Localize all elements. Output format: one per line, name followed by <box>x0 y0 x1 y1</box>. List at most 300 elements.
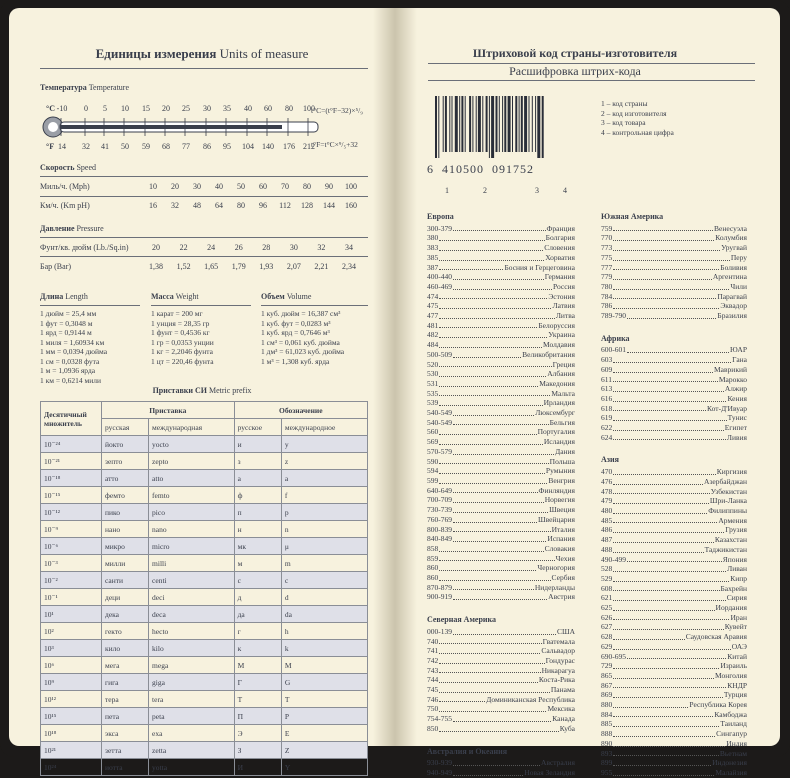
table-cell: милли <box>102 555 149 572</box>
dot-leader <box>613 758 711 766</box>
length-line: 1 м = 1,0936 ярда <box>40 366 96 375</box>
country-row <box>601 467 747 477</box>
country-row <box>601 394 747 404</box>
pressure-value: 1,38 <box>149 262 163 271</box>
dot-leader <box>439 292 547 300</box>
table-cell: T <box>281 691 367 708</box>
fahrenheit-value: 77 <box>182 142 190 151</box>
country-row <box>427 243 575 253</box>
barcode-bar <box>489 96 490 158</box>
country-name: Республика Корея <box>689 700 747 710</box>
table-cell: 10² <box>41 623 102 640</box>
country-row <box>601 622 747 632</box>
country-row <box>601 613 747 623</box>
celsius-value: 20 <box>162 104 170 113</box>
table-cell: З <box>234 742 281 759</box>
country-row <box>601 719 747 729</box>
length-heading: Длина Length <box>40 292 88 301</box>
dot-leader <box>453 758 540 766</box>
country-code: 540-549 <box>427 417 452 427</box>
speed-mph-label: Миль/ч. (Mph) <box>40 182 90 191</box>
table-row <box>41 708 368 725</box>
country-name: Австралия <box>541 758 575 768</box>
country-name: Бразилия <box>717 311 747 321</box>
speed-value: 64 <box>215 201 223 210</box>
dot-leader <box>613 394 726 402</box>
pressure-value: 32 <box>317 243 326 252</box>
dot-leader <box>613 768 714 776</box>
country-name: Никарагуа <box>541 665 575 675</box>
country-code: 750 <box>427 704 439 714</box>
country-name: Македония <box>539 378 575 388</box>
barcode-bar <box>532 96 533 152</box>
dot-leader <box>613 487 709 495</box>
dot-leader <box>613 593 726 601</box>
table-cell: мега <box>102 657 149 674</box>
table-cell: 10¹⁸ <box>41 725 102 742</box>
country-row <box>601 272 747 282</box>
country-name: Италия <box>551 524 575 534</box>
legend-line: 2 – код изготовителя <box>601 108 667 118</box>
country-row <box>427 704 575 714</box>
barcode-bar <box>542 96 544 158</box>
table-cell: G <box>281 674 367 691</box>
country-code: 760-769 <box>427 514 452 524</box>
region-section <box>601 212 747 321</box>
region-section <box>601 455 747 777</box>
length-list <box>40 309 107 385</box>
country-name: Доминиканская Республика <box>486 694 575 704</box>
table-cell: п <box>234 504 281 521</box>
country-row <box>427 695 575 705</box>
country-name: Мальта <box>551 388 575 398</box>
dot-leader <box>439 476 547 484</box>
region-title: Северная Америка <box>427 615 497 625</box>
length-line: 1 км = 0,6214 мили <box>40 375 102 385</box>
country-row <box>427 476 575 486</box>
country-row <box>601 365 747 375</box>
pressure-value: 2,34 <box>342 262 356 271</box>
country-name: Шри-Ланка <box>709 496 747 506</box>
pressure-value: 28 <box>262 243 271 252</box>
country-row <box>601 535 747 545</box>
barcode-bar <box>496 96 498 152</box>
country-code: 786 <box>601 301 613 311</box>
table-cell: 10⁻¹² <box>41 504 102 521</box>
table-cell: hecto <box>149 623 235 640</box>
country-code: 800-839 <box>427 524 452 534</box>
divider <box>40 237 368 238</box>
country-row <box>601 233 747 243</box>
table-row <box>41 504 368 521</box>
country-code: 485 <box>601 515 613 525</box>
table-cell: кило <box>102 640 149 657</box>
dot-leader <box>453 515 537 523</box>
country-code: 600-601 <box>601 345 626 355</box>
country-name: Новая Зеландия <box>524 767 575 777</box>
country-row <box>427 656 575 666</box>
region-title: Южная Америка <box>601 212 664 221</box>
dot-leader <box>439 321 537 329</box>
table-cell: deci <box>149 589 235 606</box>
country-code: 560 <box>427 427 439 437</box>
barcode-bar <box>486 96 488 152</box>
pressure-value: 34 <box>345 243 353 252</box>
table-cell: и <box>234 436 281 453</box>
barcode-bar <box>512 96 513 152</box>
length-line: 1 дюйм = 25,4 мм <box>40 309 97 318</box>
divider <box>40 176 368 177</box>
country-name: Словакия <box>544 543 575 553</box>
table-cell: микро <box>102 538 149 555</box>
table-cell: M <box>281 657 367 674</box>
country-name: Ливия <box>726 432 747 442</box>
country-row <box>427 685 575 695</box>
table-cell: нано <box>102 521 149 538</box>
table-cell: milli <box>149 555 235 572</box>
barcode-bar <box>537 96 540 158</box>
left-page <box>9 8 395 772</box>
country-code: 385 <box>427 252 439 262</box>
country-name: Швеция <box>549 505 575 515</box>
country-row <box>427 505 575 515</box>
dot-leader <box>613 253 730 261</box>
dot-leader <box>439 369 546 377</box>
country-name: Таиланд <box>720 719 747 729</box>
country-row <box>427 563 575 573</box>
country-code: 759 <box>601 223 613 233</box>
celsius-value: 60 <box>264 104 272 113</box>
header-factor: Десятичный множитель <box>41 402 102 436</box>
dot-leader <box>439 646 540 654</box>
fahrenheit-value: 14 <box>58 142 66 151</box>
title-en: Units of measure <box>219 46 309 61</box>
weight-line: 1 кг = 2,2046 фунта <box>151 347 213 356</box>
country-code: 900-919 <box>427 592 452 602</box>
country-code: 594 <box>427 466 439 476</box>
country-name: Дания <box>555 446 575 456</box>
country-code: 603 <box>601 355 613 365</box>
country-row <box>601 574 747 584</box>
country-code: 528 <box>601 564 613 574</box>
country-name: Люксембург <box>535 408 575 418</box>
volume-line: 1 куб. ярд = 0,7646 м³ <box>261 328 330 337</box>
table-cell: m <box>281 555 367 572</box>
dot-leader <box>439 554 554 562</box>
table-cell: exa <box>149 725 235 742</box>
table-cell: санти <box>102 572 149 589</box>
country-row <box>601 700 747 710</box>
table-row <box>41 521 368 538</box>
country-code: 640-649 <box>427 485 452 495</box>
dot-leader <box>613 375 718 383</box>
pressure-value: 1,65 <box>204 262 219 271</box>
country-name: Таджикистан <box>704 544 747 554</box>
country-name: Португалия <box>537 427 575 437</box>
country-code: 531 <box>427 378 439 388</box>
table-cell: 10¹ <box>41 606 102 623</box>
country-row <box>601 661 747 671</box>
table-cell: E <box>281 725 367 742</box>
celsius-value: 0 <box>84 104 88 113</box>
country-row <box>601 301 747 311</box>
dot-leader <box>613 384 724 392</box>
country-row <box>427 398 575 408</box>
table-cell: 10⁻¹⁸ <box>41 470 102 487</box>
fahrenheit-value: 104 <box>242 142 254 151</box>
country-code: 746 <box>427 694 439 704</box>
divider <box>261 305 368 306</box>
country-row <box>427 758 575 768</box>
country-code: 745 <box>427 685 439 695</box>
barcode-legend <box>601 99 674 137</box>
header-prefix-int: международная <box>149 419 235 436</box>
country-code: 488 <box>601 544 613 554</box>
country-code: 884 <box>601 709 613 719</box>
table-cell: экса <box>102 725 149 742</box>
speed-value: 144 <box>323 201 335 210</box>
table-cell: p <box>281 504 367 521</box>
table-cell: 10¹⁵ <box>41 708 102 725</box>
table-cell: м <box>234 555 281 572</box>
formula-fahrenheit: t°F=t°C×⁹/₅+32 <box>311 140 358 149</box>
spine-shadow <box>373 8 395 746</box>
dot-leader <box>439 379 538 387</box>
country-code: 955 <box>601 767 613 777</box>
dot-leader <box>613 710 713 718</box>
table-row <box>41 555 368 572</box>
barcode-mark-2: 2 <box>483 186 487 195</box>
dot-leader <box>439 704 546 712</box>
dot-leader <box>439 398 542 406</box>
table-row <box>41 623 368 640</box>
weight-line: 1 цт = 220,46 фунта <box>151 356 214 366</box>
country-name: Молдавия <box>542 340 575 350</box>
country-row <box>601 413 747 423</box>
country-row <box>427 369 575 379</box>
table-cell: деци <box>102 589 149 606</box>
speed-value: 20 <box>171 182 179 191</box>
country-row <box>427 408 575 418</box>
table-cell: centi <box>149 572 235 589</box>
divider <box>40 305 140 306</box>
table-row <box>41 691 368 708</box>
pressure-value: 26 <box>234 243 243 252</box>
table-cell: 10²¹ <box>41 742 102 759</box>
country-row <box>601 545 747 555</box>
dot-leader <box>613 233 714 241</box>
country-code: 742 <box>427 655 439 665</box>
country-name: Гватемала <box>542 636 575 646</box>
country-code: 535 <box>427 388 439 398</box>
table-cell: y <box>281 436 367 453</box>
volume-list <box>261 309 344 366</box>
country-code: 529 <box>601 573 613 583</box>
country-code: 860 <box>427 563 439 573</box>
dot-leader <box>613 749 719 757</box>
country-row <box>427 360 575 370</box>
table-cell: giga <box>149 674 235 691</box>
country-code: 744 <box>427 675 439 685</box>
country-row <box>427 675 575 685</box>
dot-leader <box>453 583 534 591</box>
dot-leader <box>439 360 551 368</box>
region-section <box>427 615 575 733</box>
table-row <box>41 589 368 606</box>
table-cell: yocto <box>149 436 235 453</box>
country-row <box>427 224 575 234</box>
speed-value: 32 <box>171 201 179 210</box>
country-name: Сербия <box>551 573 575 583</box>
dot-leader <box>613 404 706 412</box>
right-title <box>395 46 755 61</box>
country-code: 770 <box>601 233 613 243</box>
country-code: 741 <box>427 646 439 656</box>
country-name: Вьетнам <box>719 748 747 758</box>
dot-leader <box>613 535 714 543</box>
speed-value: 10 <box>149 182 157 191</box>
table-cell: d <box>281 589 367 606</box>
country-row <box>427 666 575 676</box>
speed-value: 100 <box>345 182 357 191</box>
table-cell: иотта <box>102 759 149 776</box>
country-row <box>427 583 575 593</box>
country-code: 487 <box>601 535 613 545</box>
country-name: Киргизия <box>716 467 747 477</box>
pressure-bar-label: Бар (Bar) <box>40 262 72 271</box>
table-cell: 10⁶ <box>41 657 102 674</box>
country-code: 858 <box>427 543 439 553</box>
country-row <box>427 466 575 476</box>
country-name: Иран <box>730 612 747 622</box>
formula-celsius: t°C=(t°F−32)×⁵/₉ <box>311 106 363 115</box>
country-row <box>427 253 575 263</box>
country-code: 618 <box>601 403 613 413</box>
country-name: Финляндия <box>538 485 575 495</box>
dot-leader <box>613 355 731 363</box>
dot-leader <box>613 622 723 630</box>
country-code: 540-549 <box>427 408 452 418</box>
table-cell: atto <box>149 470 235 487</box>
dot-leader <box>453 486 538 494</box>
country-name: Польша <box>549 456 575 466</box>
country-name: Норвегия <box>544 495 575 505</box>
dot-leader <box>439 685 550 693</box>
dot-leader <box>613 506 707 514</box>
fahrenheit-value: 68 <box>162 142 170 151</box>
country-row <box>427 427 575 437</box>
table-cell: k <box>281 640 367 657</box>
country-name: Швейцария <box>538 514 575 524</box>
country-row <box>601 384 747 394</box>
celsius-value: 15 <box>142 104 150 113</box>
country-name: Великобритания <box>522 349 575 359</box>
country-row <box>601 253 747 263</box>
celsius-value: 35 <box>223 104 231 113</box>
country-name: Канада <box>552 714 575 724</box>
country-row <box>601 224 747 234</box>
volume-line: 1 куб. дюйм = 16,387 см³ <box>261 309 341 318</box>
country-code: 940-949 <box>427 767 452 777</box>
barcode-bar <box>524 96 527 152</box>
table-cell: 10⁻¹⁵ <box>41 487 102 504</box>
header-symbol: Обозначение <box>234 402 367 419</box>
dot-leader <box>627 555 722 563</box>
divider <box>40 196 368 197</box>
celsius-value: 40 <box>244 104 252 113</box>
country-name: Парагвай <box>717 291 747 301</box>
country-name: Ирландия <box>543 398 575 408</box>
country-code: 530 <box>427 369 439 379</box>
country-code: 626 <box>601 612 613 622</box>
dot-leader <box>453 627 556 635</box>
country-column-right <box>601 212 747 778</box>
speed-heading: Скорость Speed <box>40 163 97 172</box>
header-symbol-int: международное <box>281 419 367 436</box>
country-code: 624 <box>601 432 613 442</box>
fahrenheit-value: 95 <box>223 142 231 151</box>
barcode-mark-4: 4 <box>563 186 567 195</box>
fahrenheit-symbol: °F <box>46 142 55 151</box>
table-cell: Z <box>281 742 367 759</box>
table-cell: f <box>281 487 367 504</box>
country-name: Монголия <box>715 670 747 680</box>
dot-leader <box>439 437 543 445</box>
country-row <box>601 525 747 535</box>
country-name: Литва <box>555 311 575 321</box>
country-code: 860 <box>427 573 439 583</box>
spine-shadow <box>395 8 417 746</box>
table-cell: г <box>234 623 281 640</box>
dot-leader <box>439 573 550 581</box>
table-cell: micro <box>149 538 235 555</box>
country-code: 865 <box>601 670 613 680</box>
table-row <box>41 742 368 759</box>
country-row <box>601 263 747 273</box>
country-name: Кот-Д'Ивуар <box>707 403 747 413</box>
pressure-value: 2,07 <box>286 262 301 271</box>
country-code: 570-579 <box>427 446 452 456</box>
table-cell: дека <box>102 606 149 623</box>
dot-leader <box>613 224 713 232</box>
region-title: Азия <box>601 455 619 465</box>
table-cell: Т <box>234 691 281 708</box>
barcode-mark-3: 3 <box>535 186 539 195</box>
country-name: Украина <box>548 330 575 340</box>
country-code: 475 <box>427 301 439 311</box>
legend-line: 3 – код товара <box>601 118 646 127</box>
pressure-value: 1,79 <box>231 262 246 271</box>
table-cell: pico <box>149 504 235 521</box>
prefix-title: Приставки СИ Metric prefix <box>152 386 252 395</box>
table-row <box>41 572 368 589</box>
barcode-bar <box>519 96 520 152</box>
barcode-mark-1: 1 <box>445 186 449 195</box>
country-code: 479 <box>601 496 613 506</box>
dot-leader <box>613 729 715 737</box>
country-row <box>427 627 575 637</box>
divider <box>428 80 755 81</box>
table-cell: femto <box>149 487 235 504</box>
country-code: 520 <box>427 359 439 369</box>
speed-value: 80 <box>303 182 311 191</box>
table-row <box>41 538 368 555</box>
country-row <box>427 592 575 602</box>
country-row <box>601 768 747 778</box>
length-line: 1 фут = 0,3048 м <box>40 318 93 328</box>
dot-leader <box>439 311 555 319</box>
dot-leader <box>613 613 729 621</box>
